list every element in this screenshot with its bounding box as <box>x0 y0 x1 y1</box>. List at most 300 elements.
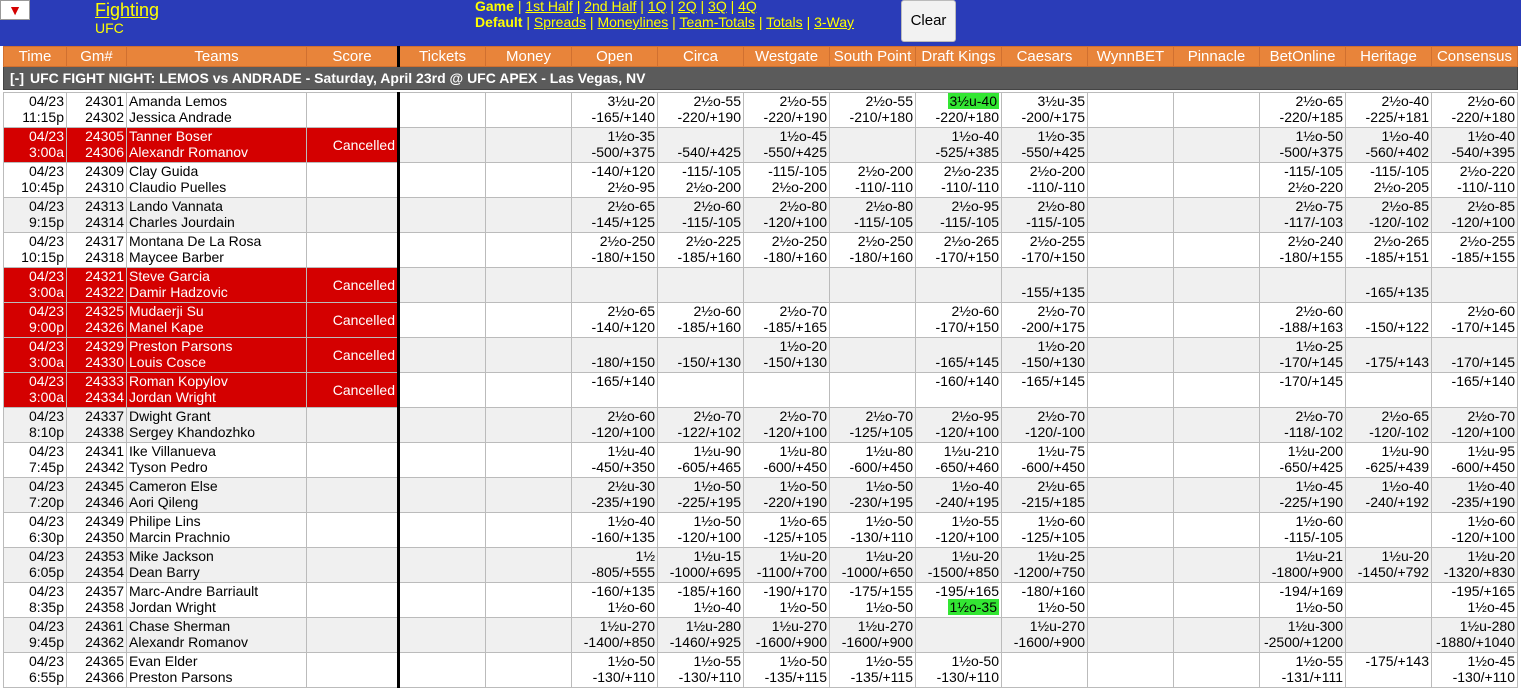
column-header-pinnacle[interactable]: Pinnacle <box>1174 47 1260 67</box>
odds-cell-circa[interactable] <box>658 513 744 548</box>
odds-cell-south-point[interactable] <box>830 163 916 198</box>
odds-value: 1½o-65 <box>779 513 827 529</box>
clear-button[interactable]: Clear <box>901 0 956 42</box>
odds-cell-caesars[interactable] <box>1002 618 1088 653</box>
odds-cell-open[interactable] <box>572 513 658 548</box>
odds-cell-wynnbet[interactable] <box>1088 618 1174 653</box>
odds-cell-circa[interactable] <box>658 268 744 303</box>
odds-cell-wynnbet[interactable] <box>1088 443 1174 478</box>
odds-cell-consensus[interactable] <box>1432 513 1518 548</box>
odds-cell-consensus[interactable] <box>1432 548 1518 583</box>
odds-cell-westgate[interactable] <box>744 373 830 408</box>
odds-cell-westgate[interactable] <box>744 338 830 373</box>
odds-cell-consensus[interactable] <box>1432 93 1518 128</box>
teams-cell[interactable] <box>127 478 307 513</box>
odds-value: -194/+169 <box>1279 583 1343 599</box>
odds-cell-betonline[interactable] <box>1260 618 1346 653</box>
odds-cell-pinnacle[interactable] <box>1174 338 1260 373</box>
column-header-score[interactable]: Score <box>307 47 399 67</box>
time-cell <box>4 478 67 513</box>
column-header-draft-kings[interactable]: Draft Kings <box>916 47 1002 67</box>
odds-cell-open[interactable] <box>572 653 658 688</box>
odds-cell-caesars[interactable] <box>1002 268 1088 303</box>
period-link-2nd-half[interactable]: 2nd Half <box>584 0 637 14</box>
odds-cell-circa[interactable] <box>658 93 744 128</box>
odds-value: 1½ <box>635 548 655 564</box>
fighter-name: Alexandr Romanov <box>129 634 249 650</box>
column-header-betonline[interactable]: BetOnline <box>1260 47 1346 67</box>
odds-cell-open[interactable] <box>572 93 658 128</box>
odds-cell-wynnbet[interactable] <box>1088 513 1174 548</box>
score-cell <box>307 198 399 233</box>
odds-value: -170/+150 <box>935 249 999 265</box>
odds-cell-wynnbet[interactable] <box>1088 373 1174 408</box>
odds-cell-draft-kings[interactable] <box>916 408 1002 443</box>
odds-cell-wynnbet[interactable] <box>1088 583 1174 618</box>
odds-cell-open[interactable] <box>572 373 658 408</box>
odds-cell-open[interactable] <box>572 618 658 653</box>
column-header-wynnbet[interactable]: WynnBET <box>1088 47 1174 67</box>
teams-cell[interactable] <box>127 373 307 408</box>
odds-cell-south-point[interactable] <box>830 583 916 618</box>
odds-cell-open[interactable] <box>572 443 658 478</box>
odds-cell-open[interactable] <box>572 233 658 268</box>
odds-cell-draft-kings[interactable] <box>916 93 1002 128</box>
odds-cell-heritage[interactable] <box>1346 93 1432 128</box>
odds-cell-caesars[interactable] <box>1002 548 1088 583</box>
odds-cell-draft-kings[interactable] <box>916 618 1002 653</box>
odds-cell-draft-kings[interactable] <box>916 268 1002 303</box>
teams-cell[interactable] <box>127 163 307 198</box>
odds-cell-wynnbet[interactable] <box>1088 338 1174 373</box>
odds-cell-south-point[interactable] <box>830 268 916 303</box>
period-link-4q[interactable]: 4Q <box>738 0 757 14</box>
odds-cell-betonline[interactable] <box>1260 163 1346 198</box>
fighter-name: Maycee Barber <box>129 249 224 265</box>
column-header-open[interactable]: Open <box>572 47 658 67</box>
odds-value: -195/+165 <box>1451 583 1515 599</box>
teams-cell[interactable] <box>127 198 307 233</box>
odds-cell-pinnacle[interactable] <box>1174 653 1260 688</box>
odds-cell-draft-kings[interactable] <box>916 653 1002 688</box>
odds-cell-betonline[interactable] <box>1260 93 1346 128</box>
column-header-heritage[interactable]: Heritage <box>1346 47 1432 67</box>
odds-cell-south-point[interactable] <box>830 373 916 408</box>
odds-cell-draft-kings[interactable] <box>916 233 1002 268</box>
odds-cell-westgate[interactable] <box>744 268 830 303</box>
odds-cell-betonline[interactable] <box>1260 338 1346 373</box>
column-header-time[interactable]: Time <box>4 47 67 67</box>
market-link-moneylines[interactable]: Moneylines <box>597 14 669 30</box>
odds-cell-wynnbet[interactable] <box>1088 548 1174 583</box>
odds-cell-caesars[interactable] <box>1002 233 1088 268</box>
odds-cell-heritage[interactable] <box>1346 513 1432 548</box>
odds-cell-circa[interactable] <box>658 548 744 583</box>
odds-cell-south-point[interactable] <box>830 653 916 688</box>
odds-cell-south-point[interactable] <box>830 548 916 583</box>
odds-cell-caesars[interactable] <box>1002 373 1088 408</box>
odds-cell-circa[interactable] <box>658 408 744 443</box>
odds-cell-consensus[interactable] <box>1432 268 1518 303</box>
odds-cell-heritage[interactable] <box>1346 163 1432 198</box>
odds-cell-consensus[interactable] <box>1432 443 1518 478</box>
odds-cell-circa[interactable] <box>658 233 744 268</box>
time-cell <box>4 198 67 233</box>
odds-cell-caesars[interactable] <box>1002 443 1088 478</box>
odds-cell-westgate[interactable] <box>744 443 830 478</box>
fighter-name: Charles Jourdain <box>129 214 235 230</box>
odds-cell-wynnbet[interactable] <box>1088 478 1174 513</box>
column-header-caesars[interactable]: Caesars <box>1002 47 1088 67</box>
score-cell <box>307 233 399 268</box>
odds-cell-pinnacle[interactable] <box>1174 128 1260 163</box>
odds-cell-open[interactable] <box>572 198 658 233</box>
odds-cell-heritage[interactable] <box>1346 373 1432 408</box>
odds-cell-caesars[interactable] <box>1002 128 1088 163</box>
teams-cell[interactable] <box>127 653 307 688</box>
column-header-consensus[interactable]: Consensus <box>1432 47 1518 67</box>
odds-cell-heritage[interactable] <box>1346 338 1432 373</box>
teams-cell[interactable] <box>127 583 307 618</box>
odds-value: -120/-100 <box>1025 424 1085 440</box>
teams-cell[interactable] <box>127 513 307 548</box>
odds-value: 3½u-35 <box>1037 93 1085 109</box>
odds-cell-draft-kings[interactable] <box>916 373 1002 408</box>
odds-cell-circa[interactable] <box>658 128 744 163</box>
odds-cell-circa[interactable] <box>658 338 744 373</box>
odds-cell-westgate[interactable] <box>744 583 830 618</box>
odds-value: -150/+122 <box>1365 319 1429 335</box>
odds-value <box>1004 268 1085 284</box>
odds-value: -1200/+750 <box>1013 564 1085 580</box>
odds-cell-open[interactable] <box>572 583 658 618</box>
teams-cell[interactable] <box>127 338 307 373</box>
odds-value: 2½o-250 <box>771 233 827 249</box>
odds-cell-pinnacle[interactable] <box>1174 443 1260 478</box>
odds-cell-betonline[interactable] <box>1260 513 1346 548</box>
odds-cell-caesars[interactable] <box>1002 303 1088 338</box>
odds-cell-pinnacle[interactable] <box>1174 268 1260 303</box>
odds-value <box>1348 389 1429 405</box>
odds-cell-betonline[interactable] <box>1260 653 1346 688</box>
game-number: 24338 <box>85 424 124 440</box>
odds-cell-westgate[interactable] <box>744 513 830 548</box>
odds-cell-heritage[interactable] <box>1346 443 1432 478</box>
odds-cell-consensus[interactable] <box>1432 583 1518 618</box>
table-row <box>4 268 1518 303</box>
odds-cell-open[interactable] <box>572 268 658 303</box>
odds-cell-westgate[interactable] <box>744 478 830 513</box>
odds-cell-caesars[interactable] <box>1002 163 1088 198</box>
highlighted-odds: 1½o-35 <box>949 599 997 615</box>
odds-cell-westgate[interactable] <box>744 198 830 233</box>
odds-cell-wynnbet[interactable] <box>1088 128 1174 163</box>
odds-cell-circa[interactable] <box>658 478 744 513</box>
column-header-gm-[interactable]: Gm# <box>67 47 127 67</box>
odds-cell-circa[interactable] <box>658 653 744 688</box>
odds-value: 1½o-40 <box>1381 478 1429 494</box>
odds-value <box>1434 284 1515 300</box>
teams-cell[interactable] <box>127 233 307 268</box>
odds-cell-circa[interactable] <box>658 583 744 618</box>
odds-cell-draft-kings[interactable] <box>916 443 1002 478</box>
odds-cell-circa[interactable] <box>658 443 744 478</box>
odds-cell-draft-kings[interactable] <box>916 303 1002 338</box>
odds-cell-south-point[interactable] <box>830 93 916 128</box>
odds-value <box>1090 214 1171 230</box>
game-number: 24358 <box>85 599 124 615</box>
odds-cell-pinnacle[interactable] <box>1174 478 1260 513</box>
money-cell <box>486 128 572 163</box>
odds-cell-consensus[interactable] <box>1432 408 1518 443</box>
odds-cell-pinnacle[interactable] <box>1174 583 1260 618</box>
odds-cell-westgate[interactable] <box>744 303 830 338</box>
odds-value: 1½u-40 <box>607 443 655 459</box>
odds-value: -160/+135 <box>591 529 655 545</box>
column-header-westgate[interactable]: Westgate <box>744 47 830 67</box>
odds-cell-betonline[interactable] <box>1260 233 1346 268</box>
period-link-1st-half[interactable]: 1st Half <box>525 0 573 14</box>
odds-cell-circa[interactable] <box>658 198 744 233</box>
odds-cell-open[interactable] <box>572 478 658 513</box>
market-link-team-totals[interactable]: Team-Totals <box>679 14 755 30</box>
odds-cell-pinnacle[interactable] <box>1174 233 1260 268</box>
odds-cell-wynnbet[interactable] <box>1088 268 1174 303</box>
odds-cell-south-point[interactable] <box>830 618 916 653</box>
odds-value: 1½u-270 <box>771 618 827 634</box>
odds-cell-circa[interactable] <box>658 163 744 198</box>
odds-cell-heritage[interactable] <box>1346 268 1432 303</box>
odds-cell-wynnbet[interactable] <box>1088 653 1174 688</box>
odds-cell-betonline[interactable] <box>1260 478 1346 513</box>
odds-cell-caesars[interactable] <box>1002 583 1088 618</box>
odds-cell-wynnbet[interactable] <box>1088 198 1174 233</box>
odds-cell-draft-kings[interactable] <box>916 338 1002 373</box>
odds-cell-draft-kings[interactable] <box>916 198 1002 233</box>
column-header-south-point[interactable]: South Point <box>830 47 916 67</box>
column-header-money[interactable]: Money <box>486 47 572 67</box>
odds-cell-caesars[interactable] <box>1002 408 1088 443</box>
odds-value: 2½o-60 <box>1295 303 1343 319</box>
odds-cell-south-point[interactable] <box>830 338 916 373</box>
odds-cell-heritage[interactable] <box>1346 583 1432 618</box>
odds-cell-heritage[interactable] <box>1346 548 1432 583</box>
period-link-3q[interactable]: 3Q <box>708 0 727 14</box>
odds-value: -140/+120 <box>591 319 655 335</box>
column-header-circa[interactable]: Circa <box>658 47 744 67</box>
odds-cell-consensus[interactable] <box>1432 128 1518 163</box>
teams-cell[interactable] <box>127 443 307 478</box>
odds-value: 1½u-21 <box>1295 548 1343 564</box>
odds-cell-south-point[interactable] <box>830 478 916 513</box>
game-time: 11:15p <box>22 109 64 125</box>
collapse-toggle[interactable]: [-] <box>10 70 24 86</box>
odds-cell-westgate[interactable] <box>744 163 830 198</box>
odds-cell-consensus[interactable] <box>1432 303 1518 338</box>
odds-cell-westgate[interactable] <box>744 548 830 583</box>
odds-cell-betonline[interactable] <box>1260 128 1346 163</box>
odds-cell-heritage[interactable] <box>1346 653 1432 688</box>
odds-value <box>1262 389 1343 405</box>
tickets-cell <box>399 408 486 443</box>
odds-value <box>832 338 913 354</box>
odds-cell-south-point[interactable] <box>830 408 916 443</box>
odds-value: -220/+185 <box>1279 109 1343 125</box>
time-cell <box>4 373 67 408</box>
odds-cell-heritage[interactable] <box>1346 478 1432 513</box>
odds-cell-caesars[interactable] <box>1002 478 1088 513</box>
odds-cell-betonline[interactable] <box>1260 373 1346 408</box>
odds-cell-westgate[interactable] <box>744 618 830 653</box>
odds-cell-pinnacle[interactable] <box>1174 513 1260 548</box>
score-cell <box>307 93 399 128</box>
game-time: 6:30p <box>28 529 64 545</box>
odds-cell-pinnacle[interactable] <box>1174 198 1260 233</box>
odds-cell-consensus[interactable] <box>1432 338 1518 373</box>
odds-cell-wynnbet[interactable] <box>1088 303 1174 338</box>
odds-cell-consensus[interactable] <box>1432 233 1518 268</box>
odds-cell-heritage[interactable] <box>1346 303 1432 338</box>
odds-cell-open[interactable] <box>572 338 658 373</box>
odds-value: -110/-110 <box>1027 179 1085 195</box>
odds-value <box>1090 179 1171 195</box>
odds-cell-south-point[interactable] <box>830 233 916 268</box>
odds-value: 1½o-50 <box>865 478 913 494</box>
odds-value <box>1176 653 1257 669</box>
teams-cell[interactable] <box>127 618 307 653</box>
odds-cell-consensus[interactable] <box>1432 373 1518 408</box>
table-row <box>4 583 1518 618</box>
odds-cell-caesars[interactable] <box>1002 653 1088 688</box>
odds-cell-consensus[interactable] <box>1432 478 1518 513</box>
game-number-cell <box>67 653 127 688</box>
odds-cell-westgate[interactable] <box>744 233 830 268</box>
odds-cell-circa[interactable] <box>658 618 744 653</box>
odds-cell-south-point[interactable] <box>830 303 916 338</box>
game-number-cell <box>67 443 127 478</box>
market-link-spreads[interactable]: Spreads <box>533 14 587 30</box>
odds-cell-pinnacle[interactable] <box>1174 303 1260 338</box>
odds-cell-betonline[interactable] <box>1260 583 1346 618</box>
odds-cell-wynnbet[interactable] <box>1088 233 1174 268</box>
odds-cell-caesars[interactable] <box>1002 513 1088 548</box>
column-header-teams[interactable]: Teams <box>127 47 307 67</box>
teams-cell[interactable] <box>127 128 307 163</box>
odds-cell-pinnacle[interactable] <box>1174 163 1260 198</box>
odds-cell-betonline[interactable] <box>1260 198 1346 233</box>
odds-cell-westgate[interactable] <box>744 128 830 163</box>
teams-cell[interactable] <box>127 408 307 443</box>
odds-cell-caesars[interactable] <box>1002 93 1088 128</box>
period-link-1q[interactable]: 1Q <box>647 0 667 14</box>
odds-cell-consensus[interactable] <box>1432 618 1518 653</box>
odds-cell-wynnbet[interactable] <box>1088 93 1174 128</box>
odds-cell-heritage[interactable] <box>1346 233 1432 268</box>
odds-cell-betonline[interactable] <box>1260 443 1346 478</box>
odds-cell-pinnacle[interactable] <box>1174 373 1260 408</box>
dropdown-arrow-icon[interactable]: ▼ <box>0 0 30 20</box>
teams-cell[interactable] <box>127 93 307 128</box>
odds-cell-betonline[interactable] <box>1260 408 1346 443</box>
odds-cell-pinnacle[interactable] <box>1174 548 1260 583</box>
odds-cell-pinnacle[interactable] <box>1174 408 1260 443</box>
odds-cell-open[interactable] <box>572 163 658 198</box>
odds-cell-caesars[interactable] <box>1002 338 1088 373</box>
odds-cell-westgate[interactable] <box>744 93 830 128</box>
odds-cell-draft-kings[interactable] <box>916 128 1002 163</box>
odds-cell-heritage[interactable] <box>1346 408 1432 443</box>
odds-cell-open[interactable] <box>572 128 658 163</box>
odds-cell-draft-kings[interactable] <box>916 163 1002 198</box>
odds-cell-westgate[interactable] <box>744 408 830 443</box>
game-number: 24334 <box>85 389 124 405</box>
score-cell <box>307 548 399 583</box>
odds-cell-heritage[interactable] <box>1346 618 1432 653</box>
odds-cell-consensus[interactable] <box>1432 198 1518 233</box>
odds-cell-consensus[interactable] <box>1432 653 1518 688</box>
odds-cell-heritage[interactable] <box>1346 128 1432 163</box>
odds-cell-westgate[interactable] <box>744 653 830 688</box>
odds-cell-open[interactable] <box>572 408 658 443</box>
odds-cell-betonline[interactable] <box>1260 303 1346 338</box>
odds-cell-open[interactable] <box>572 548 658 583</box>
odds-cell-circa[interactable] <box>658 303 744 338</box>
odds-value: -150/+130 <box>763 354 827 370</box>
odds-cell-circa[interactable] <box>658 373 744 408</box>
game-number-cell <box>67 128 127 163</box>
column-header-tickets[interactable]: Tickets <box>399 47 486 67</box>
odds-value: -175/+143 <box>1365 653 1429 669</box>
odds-value <box>1176 179 1257 195</box>
market-link-3-way[interactable]: 3-Way <box>814 14 855 30</box>
odds-value <box>1176 109 1257 125</box>
odds-value: 2½o-95 <box>607 179 655 195</box>
odds-cell-pinnacle[interactable] <box>1174 618 1260 653</box>
odds-value: 1½o-50 <box>1295 128 1343 144</box>
odds-cell-pinnacle[interactable] <box>1174 93 1260 128</box>
game-number-cell <box>67 93 127 128</box>
sport-link[interactable]: Fighting <box>95 0 160 20</box>
period-link-2q[interactable]: 2Q <box>677 0 697 14</box>
teams-cell[interactable] <box>127 548 307 583</box>
odds-cell-heritage[interactable] <box>1346 198 1432 233</box>
odds-value <box>918 93 999 109</box>
odds-value: -185/+160 <box>677 583 741 599</box>
odds-cell-caesars[interactable] <box>1002 198 1088 233</box>
odds-cell-south-point[interactable] <box>830 443 916 478</box>
odds-value: 1½u-270 <box>599 618 655 634</box>
odds-cell-wynnbet[interactable] <box>1088 408 1174 443</box>
odds-value: 2½o-70 <box>865 408 913 424</box>
odds-cell-draft-kings[interactable] <box>916 548 1002 583</box>
odds-cell-south-point[interactable] <box>830 198 916 233</box>
odds-value: 2½o-60 <box>693 198 741 214</box>
odds-cell-wynnbet[interactable] <box>1088 163 1174 198</box>
odds-cell-open[interactable] <box>572 303 658 338</box>
odds-cell-south-point[interactable] <box>830 513 916 548</box>
teams-cell[interactable] <box>127 303 307 338</box>
odds-cell-betonline[interactable] <box>1260 548 1346 583</box>
odds-cell-draft-kings[interactable] <box>916 478 1002 513</box>
teams-cell[interactable] <box>127 268 307 303</box>
odds-cell-betonline[interactable] <box>1260 268 1346 303</box>
odds-cell-consensus[interactable] <box>1432 163 1518 198</box>
odds-cell-draft-kings[interactable] <box>916 583 1002 618</box>
odds-cell-draft-kings[interactable] <box>916 513 1002 548</box>
odds-cell-south-point[interactable] <box>830 128 916 163</box>
odds-value <box>832 319 913 335</box>
market-link-totals[interactable]: Totals <box>766 14 803 30</box>
